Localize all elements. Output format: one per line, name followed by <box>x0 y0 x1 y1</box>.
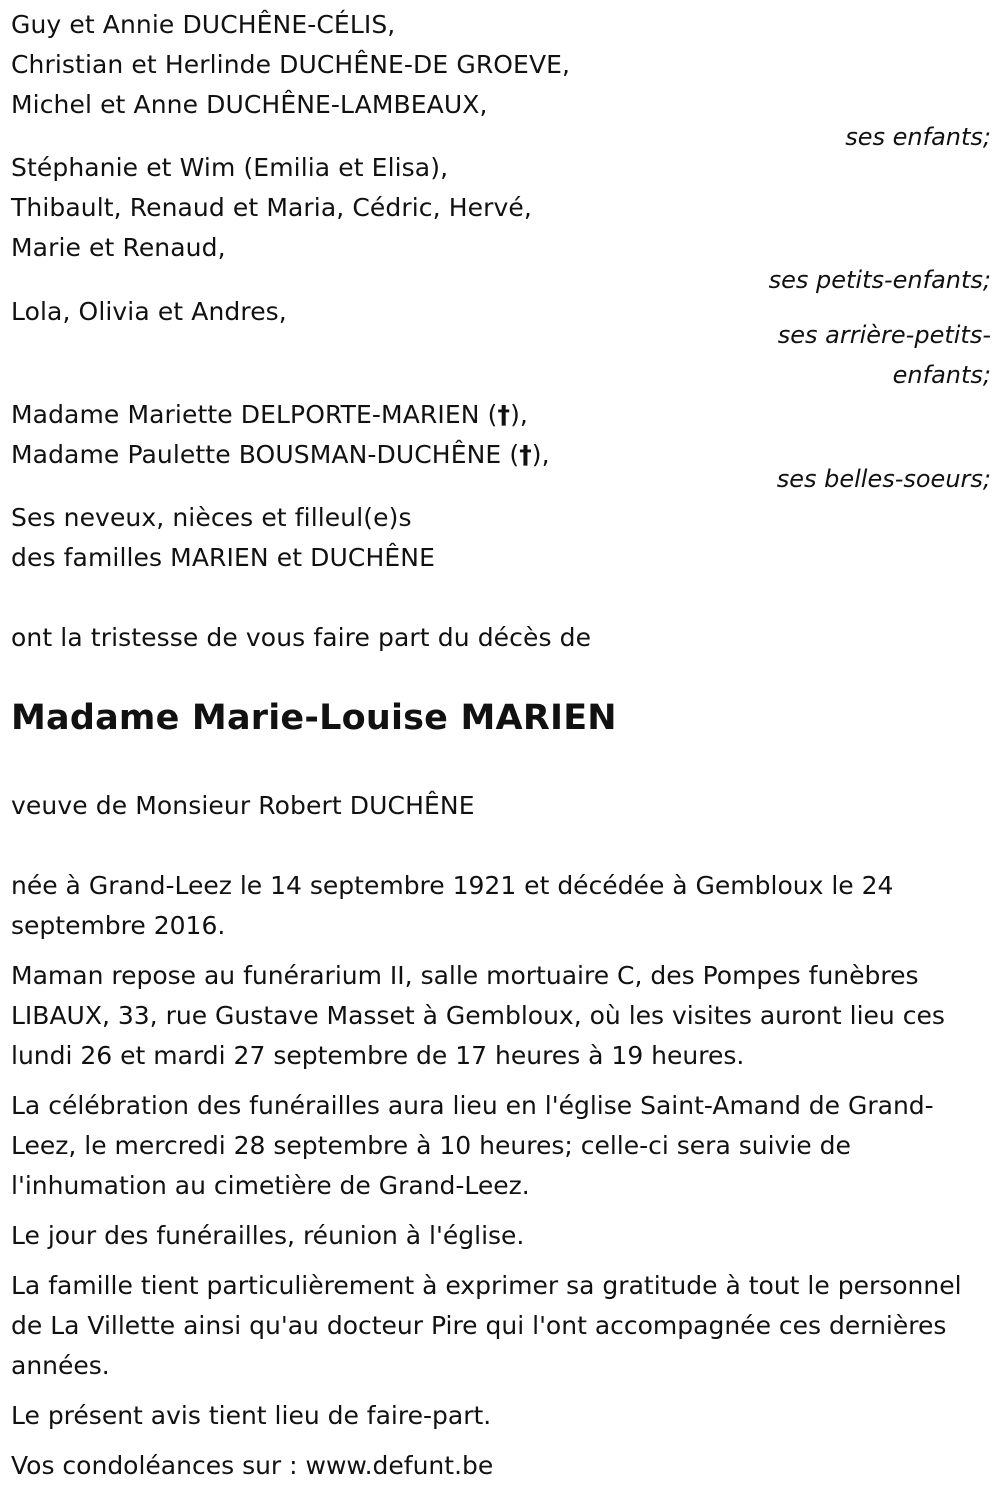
details-section <box>11 866 991 1486</box>
visitation-paragraph: Maman repose au funérarium II, salle mortuaire C, des Pompes funèbres LIBAUX, 33, rue Gustave Masset à Gembloux, où les visites auront lieu ces lundi 26 et mardi 27 septembre de 17 heures à 19 heures. <box>11 961 945 1070</box>
nephews-line: des familles MARIEN et DUCHÊNE <box>11 543 435 572</box>
child-line: Christian et Herlinde DUCHÊNE-DE GROEVE, <box>11 50 571 79</box>
child-line: Guy et Annie DUCHÊNE-CÉLIS, <box>11 10 396 39</box>
gathering-paragraph: Le jour des funérailles, réunion à l'église. <box>11 1221 525 1250</box>
deceased-name: Madame Marie-Louise MARIEN <box>11 698 617 738</box>
grandchildren-group <box>11 148 991 300</box>
grandchild-line: Marie et Renaud, <box>11 233 226 262</box>
notice-paragraph: Le présent avis tient lieu de faire-part. <box>11 1401 492 1430</box>
great-grandchild-line: Lola, Olivia et Andres, <box>11 297 287 326</box>
child-line: Michel et Anne DUCHÊNE-LAMBEAUX, <box>11 90 488 119</box>
sister-in-law-suffix: ), <box>510 400 528 429</box>
nephews-line: Ses neveux, nièces et filleul(e)s <box>11 503 412 532</box>
role-label-great-grandchildren-cont: enfants; <box>892 361 991 389</box>
nephews-group <box>11 498 991 578</box>
sister-in-law-suffix: ), <box>531 440 550 469</box>
cross-icon: † <box>497 400 511 429</box>
children-group <box>11 5 991 157</box>
sister-in-law-name: Madame Mariette DELPORTE-MARIEN ( <box>11 400 498 429</box>
grandchild-line: Stéphanie et Wim (Emilia et Elisa), <box>11 153 449 182</box>
birth-death-paragraph: née à Grand-Leez le 14 septembre 1921 et décédée à Gembloux le 24 septembre 2016. <box>11 871 894 940</box>
widow-of-text: veuve de Monsieur Robert DUCHÊNE <box>11 791 475 820</box>
sister-in-law-line <box>11 395 991 435</box>
sister-in-law-name: Madame Paulette BOUSMAN-DUCHÊNE ( <box>11 440 520 469</box>
funeral-paragraph: La célébration des funérailles aura lieu en l'église Saint-Amand de Grand-Leez, le mercredi 28 septembre à 10 heures; celle-ci sera suivie de l'inhumation au cimetière de Grand-Leez. <box>11 1091 934 1200</box>
grandchild-line: Thibault, Renaud et Maria, Cédric, Hervé, <box>11 193 532 222</box>
role-label-children: ses enfants; <box>845 123 991 151</box>
great-grandchildren-group <box>11 292 991 395</box>
announcement-text: ont la tristesse de vous faire part du décès de <box>11 623 592 652</box>
role-label-grandchildren: ses petits-enfants; <box>768 266 991 294</box>
role-label-great-grandchildren: ses arrière-petits- <box>777 321 991 349</box>
role-label-sisters-in-law: ses belles-soeurs; <box>776 465 991 493</box>
condolences-paragraph: Vos condoléances sur : www.defunt.be <box>11 1451 494 1480</box>
sisters-in-law-group <box>11 395 991 499</box>
cross-icon: † <box>519 440 532 469</box>
gratitude-paragraph: La famille tient particulièrement à exprimer sa gratitude à tout le personnel de La Villette ainsi qu'au docteur Pire qui l'ont accompagnée ces dernières années. <box>11 1271 962 1380</box>
